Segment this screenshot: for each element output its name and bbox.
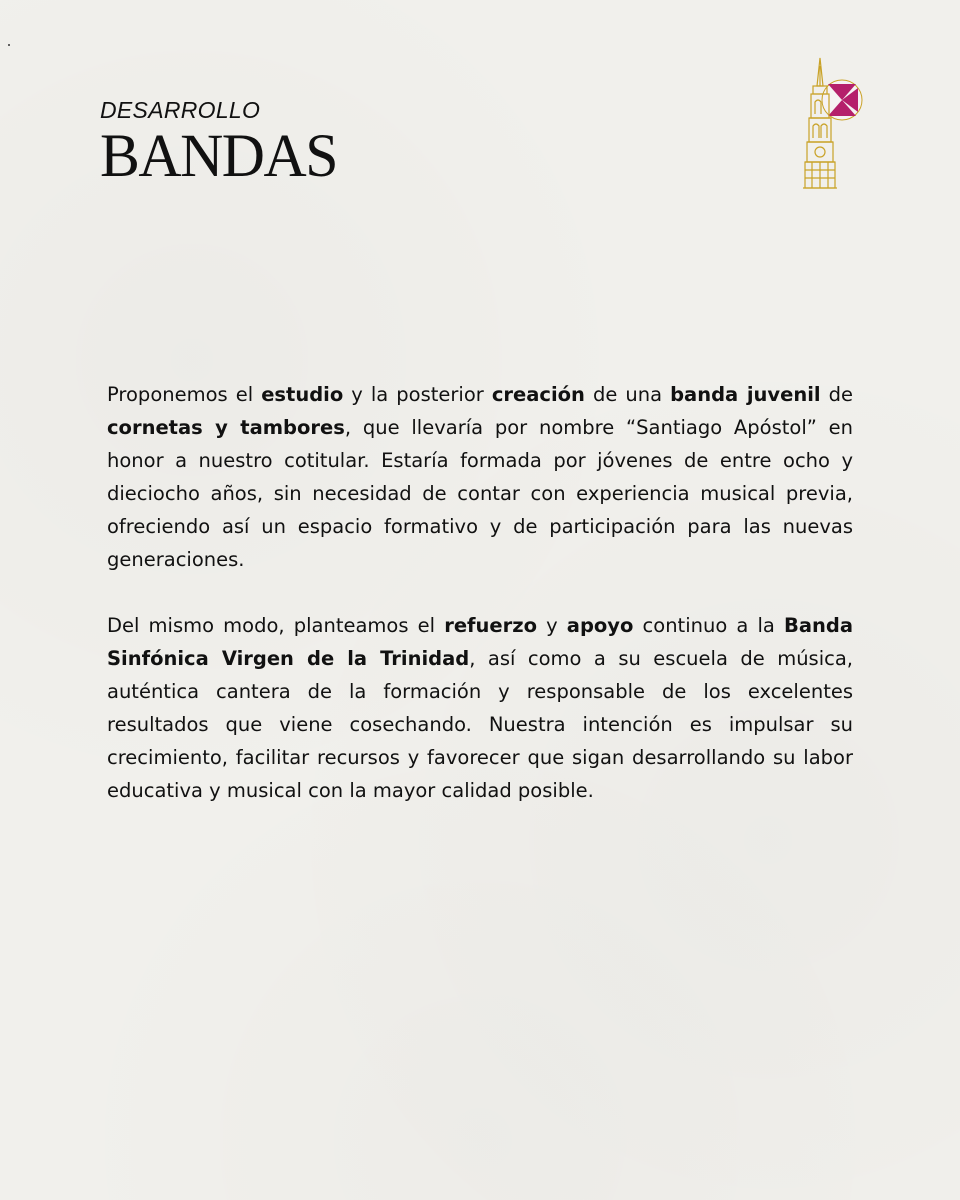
heading-kicker: DESARROLLO [100, 97, 261, 123]
heading-title: BANDAS [100, 123, 337, 190]
bold-run: cornetas y tambores [107, 416, 345, 439]
bold-run: Banda Sinfónica Virgen de la Trinidad [107, 614, 853, 670]
paragraph-banda-sinfonica [107, 609, 853, 807]
text-run: , así como a su escuela de música, auténtica cantera de la formación y responsable de los excelentes resultados que viene cosechando. Nuestra intención es impulsar su crecimiento, facilitar recursos y favorecer que sigan desarrollando su labor educativa y musical con la mayor calidad posible. [107, 647, 853, 802]
section-heading [100, 96, 342, 188]
text-run: Proponemos el [107, 383, 262, 406]
tower-icon [803, 58, 837, 188]
magenta-cross-icon [822, 80, 862, 120]
bold-run: estudio [261, 383, 344, 406]
body-text [107, 378, 853, 840]
text-run: Del mismo modo, planteamos el [107, 614, 445, 637]
bold-run: creación [491, 383, 585, 406]
text-run: , que llevaría por nombre “Santiago Apóstol” en honor a nuestro cotitular. Estaría formada por jóvenes de entre ocho y dieciocho años, sin necesidad de contar con experiencia musical previa, ofreciendo así un espacio formativo y de participación para las nuevas generaciones. [107, 416, 853, 571]
paper-speck [8, 44, 10, 46]
text-run: continuo a la [633, 614, 784, 637]
church-tower-with-cross-logo [784, 56, 868, 196]
text-run: de [820, 383, 853, 406]
bold-run: apoyo [566, 614, 634, 637]
text-run: de una [584, 383, 671, 406]
text-run: y la posterior [343, 383, 492, 406]
paragraph-banda-juvenil [107, 378, 853, 576]
bold-run: banda juvenil [670, 383, 821, 406]
bold-run: refuerzo [444, 614, 537, 637]
text-run: y [537, 614, 567, 637]
